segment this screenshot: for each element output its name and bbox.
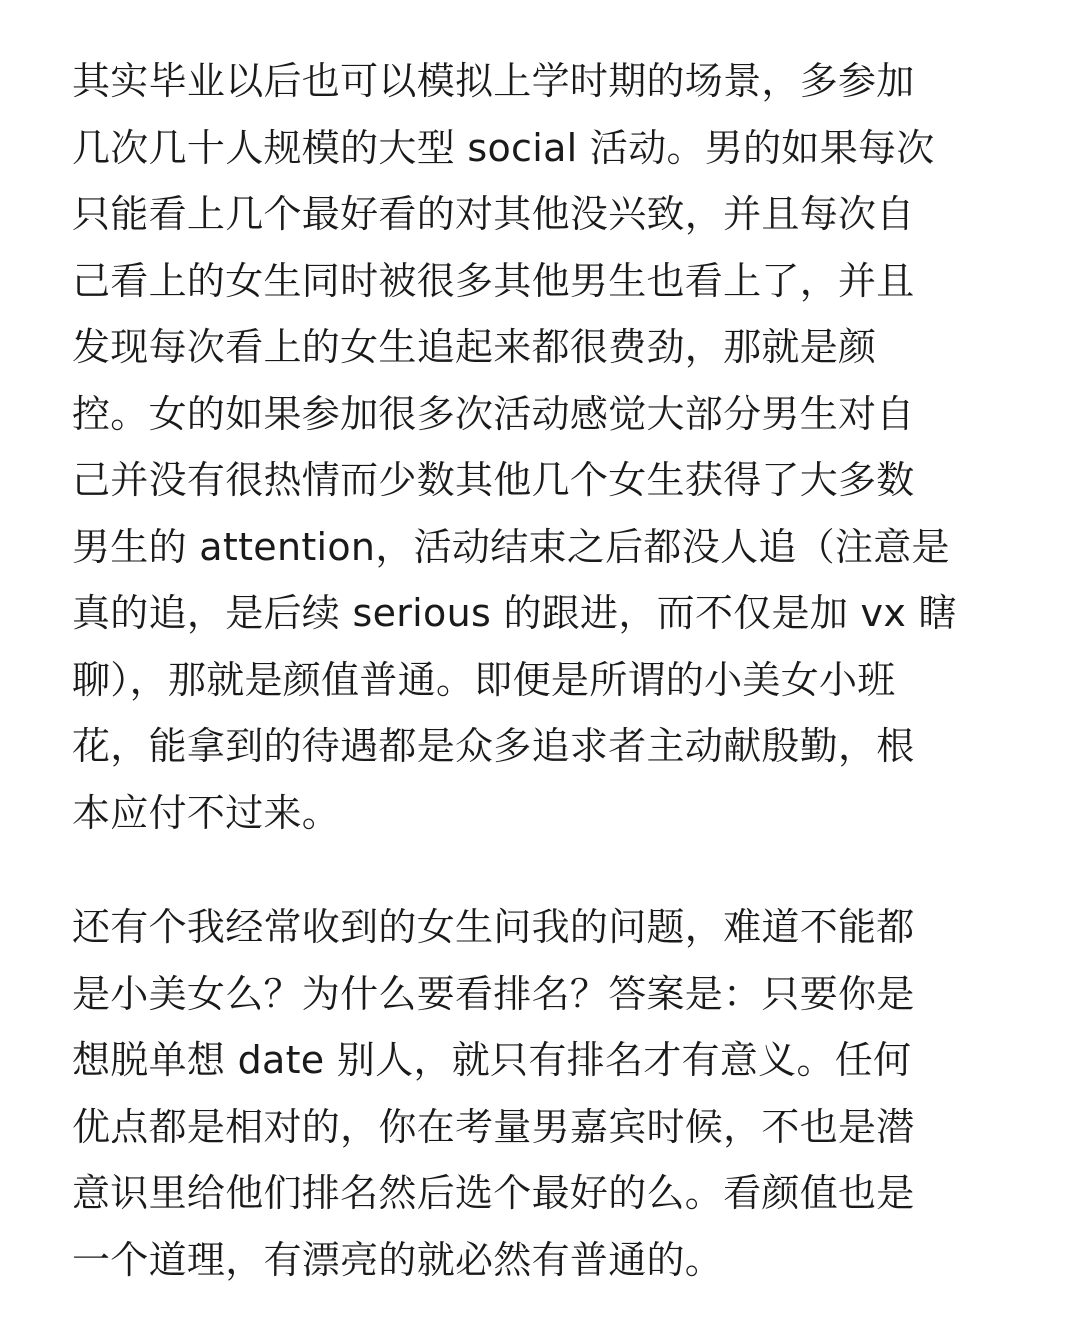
text-line: 还有个我经常收到的女生问我的问题，难道不能都 bbox=[72, 905, 915, 949]
text-line: 一个道理，有漂亮的就必然有普通的。 bbox=[72, 1237, 724, 1282]
text-line: 控。女的如果参加很多次活动感觉大部分男生对自 bbox=[72, 391, 915, 436]
text-line: 优点都是相对的，你在考量男嘉宾时候，不也是潜 bbox=[72, 1104, 915, 1149]
text-line: 男生的 attention，活动结束之后都没人追（注意是 bbox=[72, 524, 950, 569]
paragraph-1 bbox=[72, 48, 1012, 846]
text-line: 意识里给他们排名然后选个最好的么。看颜值也是 bbox=[72, 1171, 915, 1215]
text-line: 想脱单想 date 别人，就只有排名才有意义。任何 bbox=[72, 1038, 912, 1082]
text-line: 聊），那就是颜值普通。即便是所谓的小美女小班 bbox=[72, 657, 896, 702]
text-line: 真的追，是后续 serious 的跟进，而不仅是加 vx 瞎 bbox=[72, 591, 957, 635]
text-line: 是小美女么？为什么要看排名？答案是：只要你是 bbox=[72, 971, 915, 1016]
text-line: 只能看上几个最好看的对其他没兴致，并且每次自 bbox=[72, 192, 915, 236]
text-line: 花，能拿到的待遇都是众多追求者主动献殷勤，根 bbox=[72, 724, 915, 768]
text-line: 己并没有很热情而少数其他几个女生获得了大多数 bbox=[72, 458, 915, 502]
paragraph-2 bbox=[72, 894, 1012, 1293]
text-line: 其实毕业以后也可以模拟上学时期的场景，多参加 bbox=[72, 59, 915, 103]
text-line: 本应付不过来。 bbox=[72, 790, 341, 835]
text-line: 几次几十人规模的大型 social 活动。男的如果每次 bbox=[72, 125, 935, 170]
text-line: 发现每次看上的女生追起来都很费劲，那就是颜 bbox=[72, 325, 877, 369]
text-line: 己看上的女生同时被很多其他男生也看上了，并且 bbox=[72, 258, 915, 303]
